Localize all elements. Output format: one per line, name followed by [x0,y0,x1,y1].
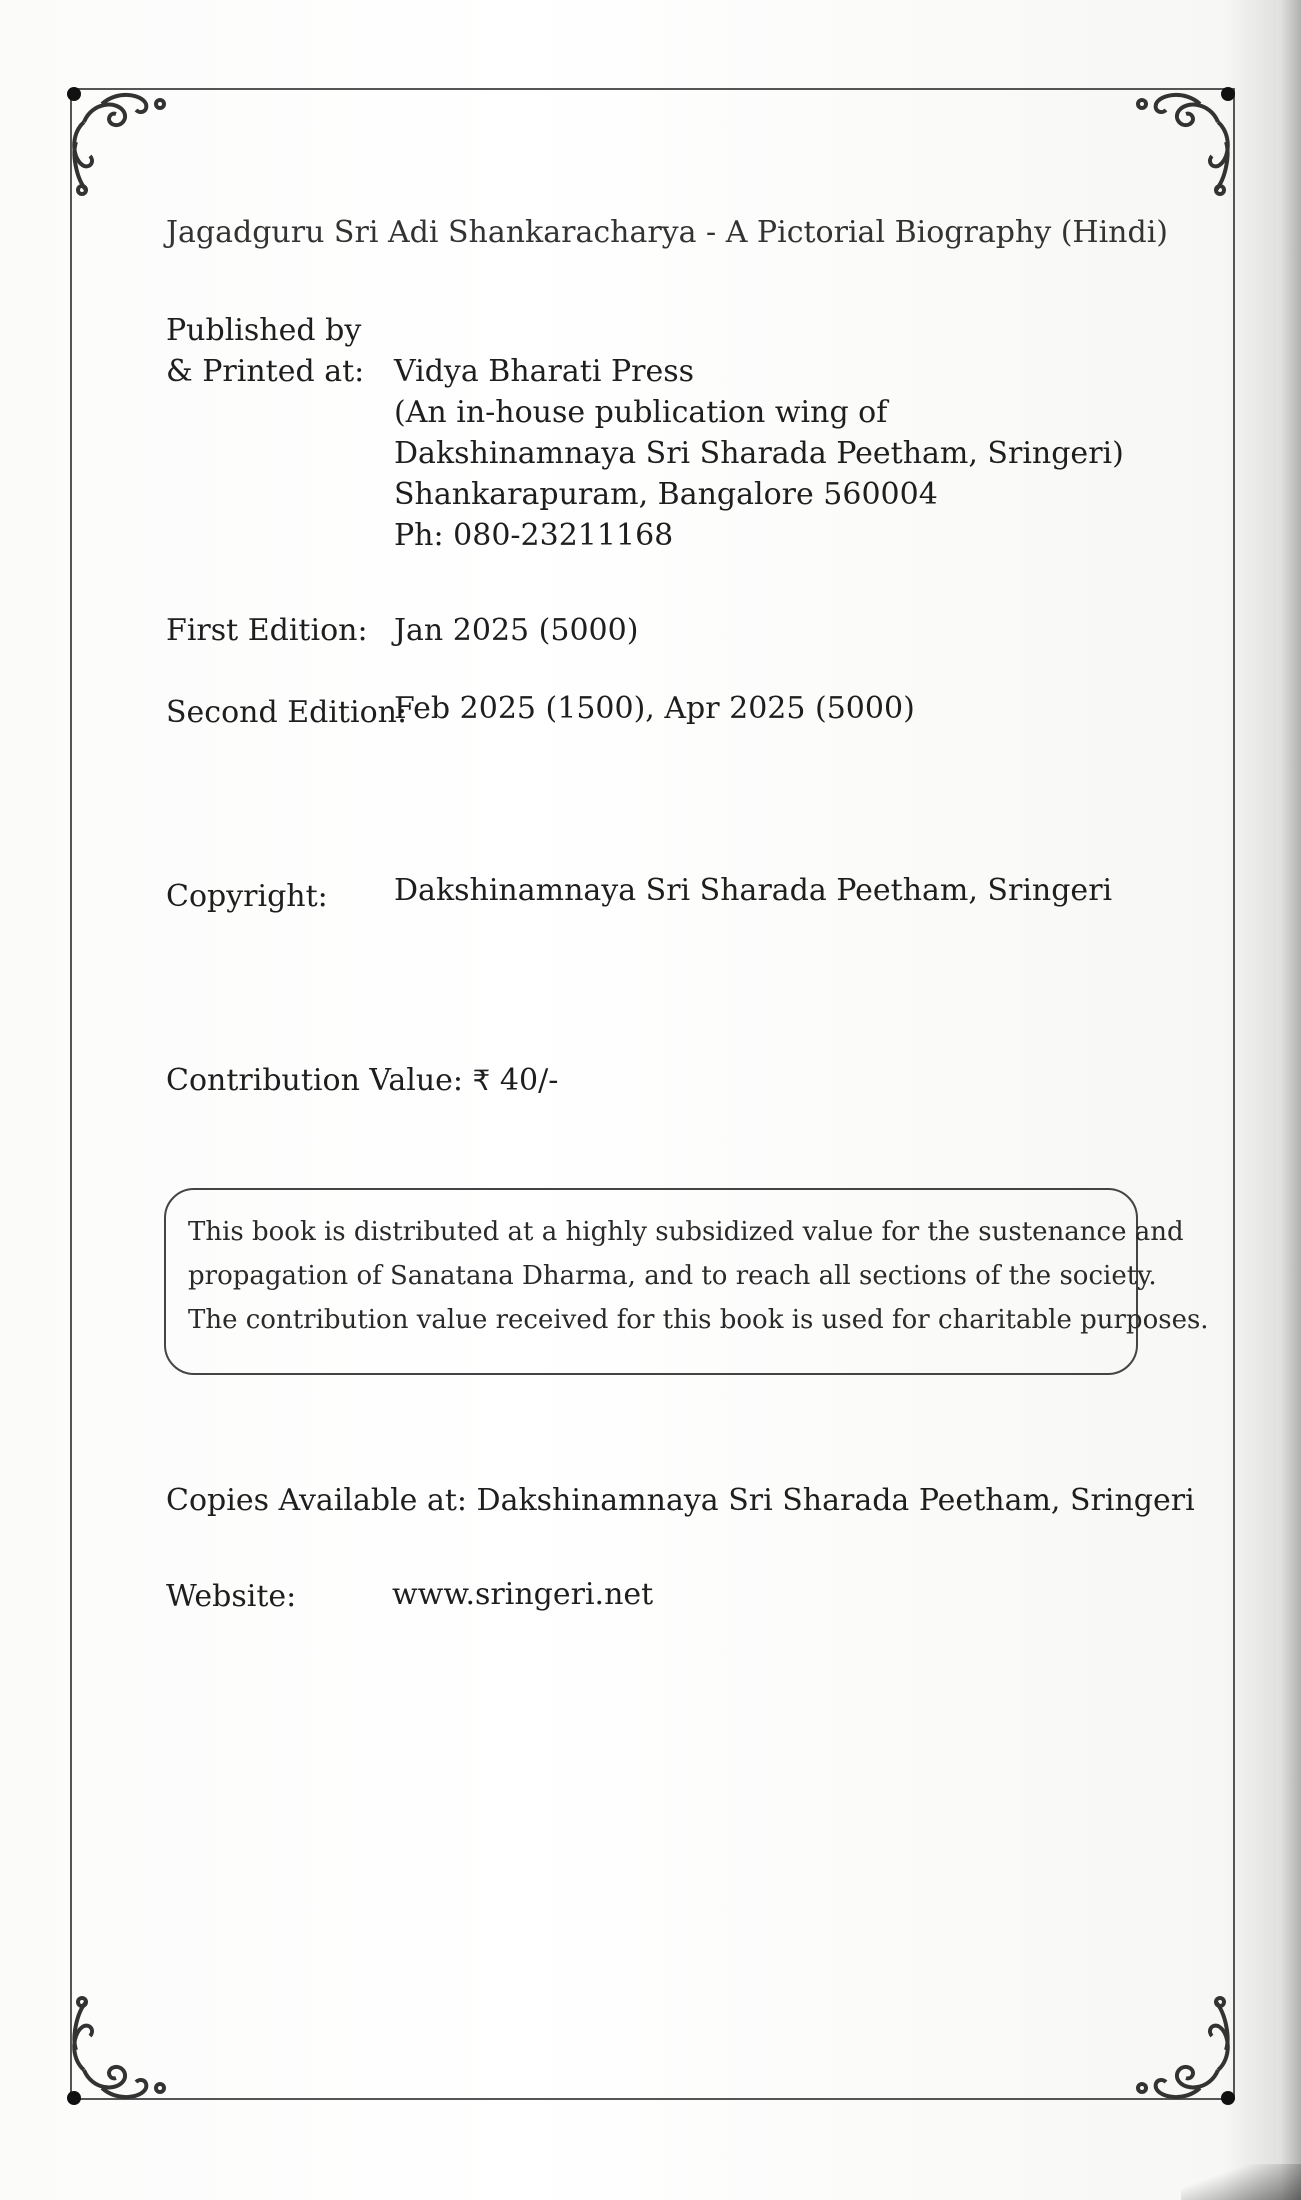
rupee-symbol: ₹ [472,1064,491,1097]
corner-ornament-bottom-right-icon [1120,1990,1240,2110]
copies-label: Copies Available at: [166,1483,467,1518]
first-edition-value: Jan 2025 (5000) [394,613,639,648]
publisher-address [394,351,1124,556]
publisher-label-line2: & Printed at: [166,354,365,389]
contribution-label: Contribution Value: [166,1063,463,1098]
copies-available [166,1480,1195,1521]
corner-ornament-bottom-left-icon [62,1990,182,2110]
publisher-phone: Ph: 080-23211168 [394,518,674,553]
page-edge-shadow [1281,0,1301,2200]
website-label: Website: [166,1579,297,1614]
second-edition-value: Feb 2025 (1500), Apr 2025 (5000) [394,691,915,726]
copies-value: Dakshinamnaya Sri Sharada Peetham, Sringeri [476,1483,1195,1518]
publisher-label-line1: Published by [166,313,362,348]
publisher-line: (An in-house publication wing of [394,395,888,430]
publisher-name: Vidya Bharati Press [394,354,695,389]
notice-line: propagation of Sanatana Dharma, and to reach all sections of the society. [188,1261,1157,1291]
book-title: Jagadguru Sri Adi Shankaracharya - A Pictorial Biography (Hindi) [166,215,1168,250]
copyright-value: Dakshinamnaya Sri Sharada Peetham, Sringeri [394,873,1113,908]
corner-ornament-top-right-icon [1120,82,1240,202]
notice-line: This book is distributed at a highly subsidized value for the sustenance and [188,1217,1184,1247]
publisher-line: Dakshinamnaya Sri Sharada Peetham, Sringeri) [394,436,1124,471]
subsidy-notice-box [164,1188,1209,1375]
page-corner-shadow [1181,2164,1301,2200]
publisher-city: Shankarapuram, Bangalore 560004 [394,477,938,512]
publisher-label [166,310,364,392]
corner-ornament-top-left-icon [62,82,182,202]
contribution-value [166,1060,558,1101]
second-edition-label: Second Edition: [166,695,408,730]
first-edition-label: First Edition: [166,613,368,648]
copyright-label: Copyright: [166,879,328,914]
notice-line: The contribution value received for this book is used for charitable purposes. [188,1305,1209,1335]
contribution-amount: 40/- [499,1063,559,1098]
website-link[interactable]: www.sringeri.net [392,1577,654,1612]
